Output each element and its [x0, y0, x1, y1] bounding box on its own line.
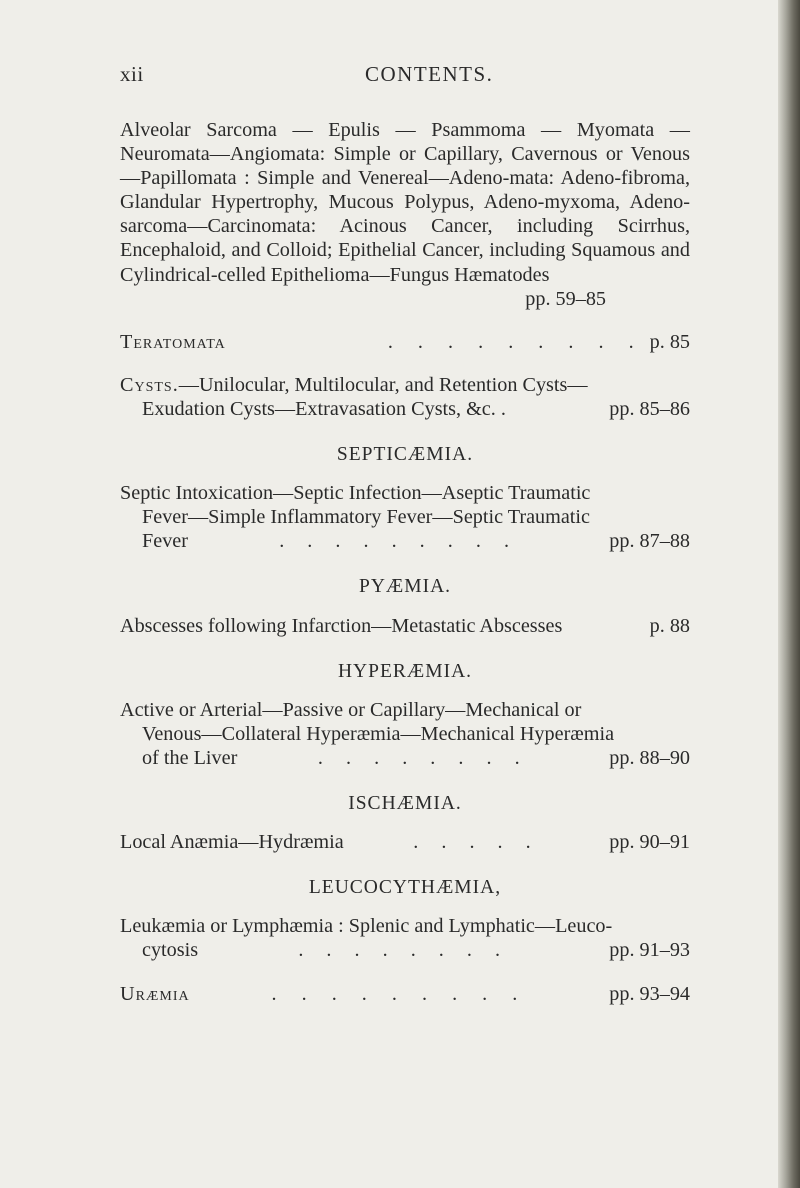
entry-text: of the Liver — [142, 746, 238, 769]
page-edge-shadow — [778, 0, 800, 1188]
page-header — [120, 62, 690, 92]
section-ischaemia — [120, 792, 690, 854]
section-line: Fever—Simple Inflammatory Fever—Septic Traumatic — [142, 506, 590, 529]
entry-pages: pp. 59–85 — [525, 287, 606, 310]
cysts-line-2 — [120, 397, 690, 421]
entry-text: cytosis — [142, 939, 199, 962]
section-line: Venous—Collateral Hyperæmia—Mechanical Hyperæmia — [142, 722, 615, 745]
section-leucocythaemia — [120, 876, 690, 962]
entry-teratomata — [120, 330, 690, 354]
section-line — [120, 830, 690, 854]
section-line: Active or Arterial—Passive or Capillary—Mechanical or — [120, 698, 582, 721]
running-head: CONTENTS. — [365, 62, 494, 86]
entry-pages: pp. 87–88 — [609, 530, 690, 553]
entry-text: Abscesses following Infarction—Metastatic Abscesses — [120, 614, 563, 637]
entry-label: Cysts. — [120, 373, 179, 396]
section-heading: PYÆMIA. — [358, 576, 452, 598]
section-last-line — [120, 529, 690, 553]
cysts-line-1 — [120, 373, 690, 397]
section-hyperaemia — [120, 660, 690, 770]
entry-pages: pp. 93–94 — [609, 983, 690, 1006]
entry-pages: pp. 90–91 — [609, 831, 690, 854]
section-heading: ISCHÆMIA. — [348, 792, 462, 814]
section-heading: LEUCOCYTHÆMIA, — [308, 877, 502, 899]
section-last-line — [120, 746, 690, 770]
entry-text: Exudation Cysts—Extravasation Cysts, &c. . — [142, 397, 506, 420]
section-heading: SEPTICÆMIA. — [336, 444, 474, 466]
leader-dots: . . . . . . . . — [317, 746, 529, 769]
leader-dots: . . . . . — [413, 831, 540, 854]
entry-text: —Unilocular, Multilocular, and Retention Cysts— — [178, 373, 588, 396]
section-septicaemia — [120, 443, 690, 553]
entry-pages: p. 85 — [649, 330, 690, 353]
entry-pages: p. 88 — [649, 614, 690, 637]
section-line — [120, 614, 690, 638]
entry-cysts — [120, 373, 690, 421]
leader-dots: . . . . . . . . — [298, 939, 510, 962]
entry-pages: pp. 91–93 — [609, 939, 690, 962]
entry-label: Uræmia — [120, 983, 190, 1006]
entry-text: Fever — [142, 530, 188, 553]
entry-text: Local Anæmia—Hydræmia — [120, 831, 344, 854]
entry-sarcoma-block — [120, 118, 690, 311]
entry-uraemia — [120, 982, 690, 1006]
leader-dots: . . . . . . . . . — [279, 530, 518, 553]
leader-dots: . . . . . . . . . — [271, 983, 528, 1006]
section-heading: HYPERÆMIA. — [337, 660, 473, 682]
entry-label: Teratomata — [120, 330, 226, 353]
contents-body — [120, 118, 690, 1007]
leader-dots: . . . . . . . . . — [387, 330, 644, 353]
entry-text: Alveolar Sarcoma — Epulis — Psammoma — Myomata — Neuromata—Angiomata: Simple or Capillary, Cavernous or Venous—Papillomata : Simple and Venereal—Adeno-mata: Adeno-fibroma, Glandular Hypertrophy, Mucous Polypus, Adeno-myxoma, Adeno-sarcoma—Carcinomata: Acinous Cancer, including Scirrhus, Encephaloid, and Colloid; Epithelial Cancer, including Squamous and Cylindrical-celled Epithelioma—Fungus Hæmatodes — [120, 119, 690, 286]
section-line: Leukæmia or Lymphæmia : Splenic and Lymphatic—Leuco- — [120, 915, 613, 938]
page-number: xii — [120, 62, 144, 86]
section-line: Septic Intoxication—Septic Infection—Aseptic Traumatic — [120, 482, 591, 505]
entry-pages: pp. 88–90 — [609, 746, 690, 769]
entry-pages: pp. 85–86 — [609, 397, 690, 420]
section-last-line — [120, 938, 690, 962]
section-pyaemia — [120, 575, 690, 637]
